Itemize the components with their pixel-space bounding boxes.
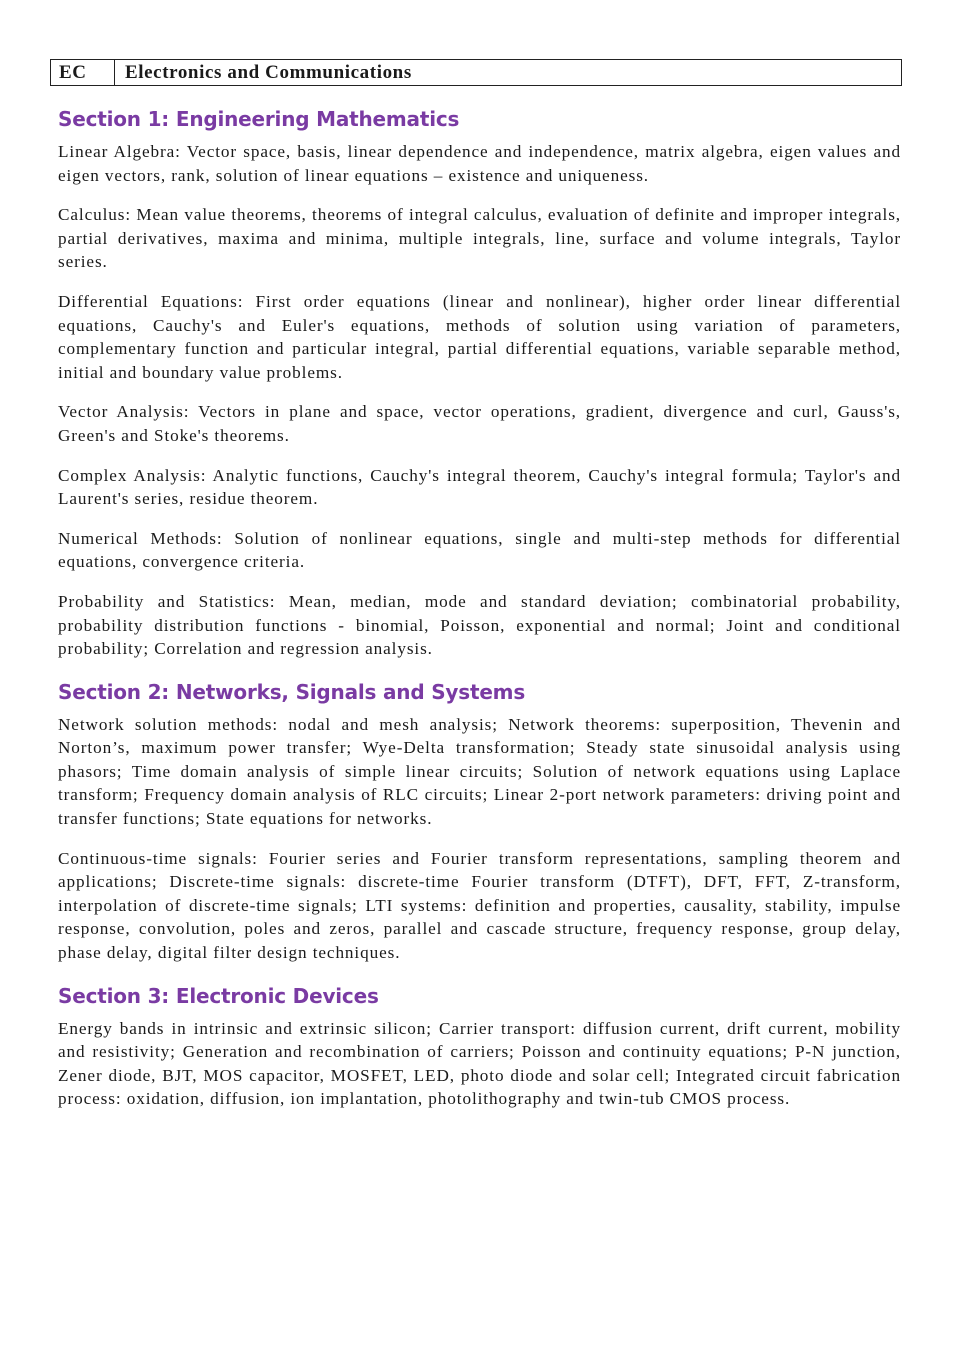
paragraph-numerical-methods: Numerical Methods: Solution of nonlinear equations, single and multi-step methods for differential equations, convergence criteria. xyxy=(58,528,901,572)
paragraph-linear-algebra: Linear Algebra: Vector space, basis, linear dependence and independence, matrix algebra, eigen values and eigen vectors, rank, solution of linear equations – existence and uniqueness. xyxy=(58,142,901,185)
syllabus-content xyxy=(58,104,901,1127)
section-engineering-mathematics xyxy=(58,104,901,661)
paragraph-complex-analysis: Complex Analysis: Analytic functions, Cauchy's integral theorem, Cauchy's integral formula; Taylor's and Laurent's series, residue theorem. xyxy=(58,465,901,509)
section-heading: Section 1: Engineering Mathematics xyxy=(58,107,460,131)
section-networks-signals-systems xyxy=(58,677,901,965)
section-electronic-devices xyxy=(58,981,901,1111)
paragraph-network-solution-methods: Network solution methods: nodal and mesh analysis; Network theorems: superposition, Thevenin and Norton’s, maximum power transfer; Wye-Delta transformation; Steady state sinusoidal analysis using phasors; Time domain analysis of simple linear circuits; Solution of network equations using Laplace transform; Frequency domain analysis of RLC circuits; Linear 2-port network parameters: driving point and transfer functions; State equations for networks. xyxy=(58,714,901,829)
subject-code: EC xyxy=(51,60,115,85)
section-heading: Section 3: Electronic Devices xyxy=(58,983,379,1008)
paragraph-probability-statistics: Probability and Statistics: Mean, median, mode and standard deviation; combinatorial probability, probability distribution functions - binomial, Poisson, exponential and normal; Joint and conditional probability; Correlation and regression analysis. xyxy=(58,591,901,659)
paragraph-differential-equations: Differential Equations: First order equations (linear and nonlinear), higher order linear differential equations, Cauchy's and Euler's equations, methods of solution using variation of parameters, complementary function and particular integral, partial differential equations, variable separable method, initial and boundary value problems. xyxy=(58,291,901,382)
paragraph-vector-analysis: Vector Analysis: Vectors in plane and space, vector operations, gradient, divergence and curl, Gauss's, Green's and Stoke's theorems. xyxy=(58,402,901,445)
subject-header-table xyxy=(50,59,902,86)
section-heading: Section 2: Networks, Signals and Systems xyxy=(58,679,526,704)
subject-name: Electronics and Communications xyxy=(125,62,412,83)
paragraph-continuous-time-signals: Continuous-time signals: Fourier series and Fourier transform representations, sampling theorem and applications; Discrete-time signals: discrete-time Fourier transform (DTFT), DFT, FFT, Z-transform, interpolation of discrete-time signals; LTI systems: definition and properties, causality, stability, impulse response, convolution, poles and zeros, parallel and cascade structure, frequency response, group delay, phase delay, digital filter design techniques. xyxy=(58,848,901,963)
paragraph-energy-bands: Energy bands in intrinsic and extrinsic silicon; Carrier transport: diffusion current, drift current, mobility and resistivity; Generation and recombination of carriers; Poisson and continuity equations; P-N junction, Zener diode, BJT, MOS capacitor, MOSFET, LED, photo diode and solar cell; Integrated circuit fabrication process: oxidation, diffusion, ion implantation, photolithography and twin-tub CMOS process. xyxy=(58,1018,901,1109)
paragraph-calculus: Calculus: Mean value theorems, theorems of integral calculus, evaluation of definite and improper integrals, partial derivatives, maxima and minima, multiple integrals, line, surface and volume integrals, Taylor series. xyxy=(58,205,901,272)
